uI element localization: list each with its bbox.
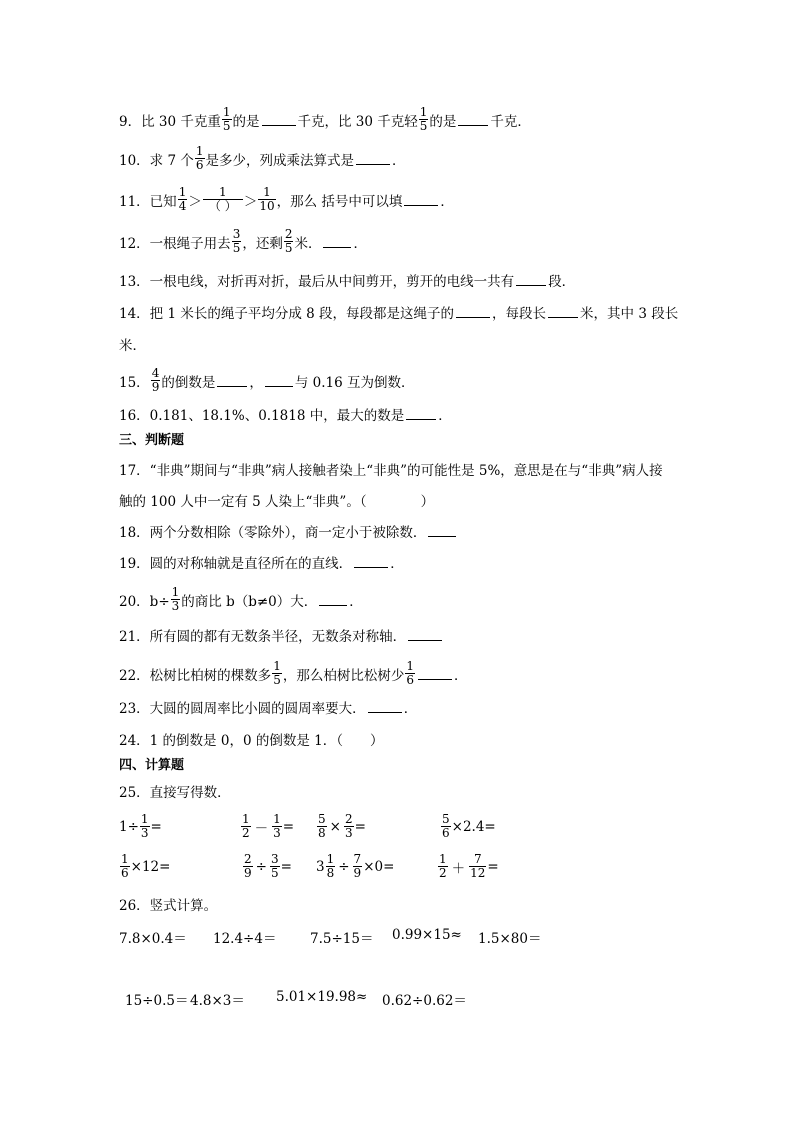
q11-text-b: ，那么 括号中可以填 (276, 193, 403, 210)
q12-fraction-1: $\frac{3}{5}$ (232, 227, 241, 255)
q22-text-b: ，那么柏树比松树少 (282, 667, 405, 684)
q14-text-b: ，每段长 (492, 306, 547, 322)
calc-suffix: = (280, 858, 292, 875)
q14-text-d: 米． (119, 338, 146, 354)
calc-fraction: $\frac{1}{3}$ (140, 812, 149, 840)
q17-text-b[interactable]: 触的 100 人中一定有 5 人染上“非典”。（ ） (119, 494, 435, 510)
question-14-cont (119, 334, 146, 354)
q9-text-d: 的是 (429, 113, 457, 130)
calc-suffix: ×0= (363, 858, 395, 875)
calc-fraction-2: $\frac{2}{3}$ (344, 812, 353, 840)
q11-answer-blank[interactable] (404, 204, 438, 206)
q9-answer-blank-2[interactable] (458, 124, 488, 126)
question-13 (119, 270, 575, 290)
question-18 (119, 521, 458, 541)
question-22 (119, 660, 467, 687)
question-23 (119, 697, 417, 717)
q9-text-e: 千克． (490, 113, 531, 130)
q26-text-a: 26．竖式计算。 (119, 898, 218, 914)
q20-text-c: ． (349, 593, 363, 610)
q16-text-b: ． (438, 408, 452, 424)
calc-fraction-1: $\frac{5}{8}$ (318, 812, 326, 840)
calc-fraction-2: $\frac{1}{3}$ (273, 812, 281, 840)
calc-operator: ÷ (338, 858, 350, 875)
q13-text-b: 段． (548, 274, 576, 290)
q14-answer-blank-1[interactable] (456, 316, 490, 318)
calc-operator: ＋ (451, 860, 466, 877)
q13-answer-blank[interactable] (516, 284, 546, 286)
q12-text-c: 米． (294, 235, 322, 252)
section-title-calculation: 四、计算题 (119, 758, 185, 773)
calc-26-r1-4: 0.99×15≈ (392, 927, 462, 943)
q12-text-d: ． (353, 235, 367, 252)
question-17 (119, 459, 663, 479)
q11-gt-2: ＞ (243, 193, 258, 210)
q11-fraction-1: $\frac{1}{4}$ (178, 185, 187, 213)
q11-fraction-3: $\frac{1}{10}$ (259, 185, 275, 213)
q9-fraction-2: $\frac{1}{5}$ (419, 105, 428, 133)
calc-26-r2-2: 4.8×3＝ (190, 993, 245, 1009)
q14-text-c: 米，其中 3 段长 (580, 306, 679, 322)
q19-answer-blank[interactable] (354, 566, 388, 568)
q11-fraction-2: $\frac{1}{( )}$ (203, 186, 243, 213)
q23-answer-blank[interactable] (368, 711, 402, 713)
q23-text-a: 23．大圆的圆周率比小圆的圆周率要大． (119, 701, 366, 717)
calc-26-r1-2: 12.4÷4＝ (213, 931, 277, 947)
calc-fraction: $\frac{5}{6}$ (442, 812, 450, 840)
calc-operator: × (329, 818, 341, 835)
q11-text-c: ． (440, 193, 454, 210)
calc-fraction-1: $\frac{1}{2}$ (242, 812, 250, 840)
q15-answer-blank-1[interactable] (217, 385, 247, 387)
q20-fraction: $\frac{1}{3}$ (171, 585, 180, 613)
calc-25-r1c3 (316, 813, 366, 840)
q15-text-b: 的倒数是 (161, 374, 216, 391)
q19-text-b: ． (390, 556, 404, 572)
calc-26-r2-3: 5.01×19.98≈ (276, 989, 368, 1005)
calc-25-r1c4 (440, 813, 496, 840)
q12-answer-blank[interactable] (323, 246, 351, 248)
question-14 (119, 302, 678, 322)
q20-text-b: 的商比 b（b≠0）大． (181, 593, 318, 610)
calc-26-r2-4: 0.62÷0.62＝ (382, 993, 467, 1009)
q21-text-a: 21．所有圆的都有无数条半径，无数条对称轴． (119, 629, 407, 645)
q21-answer-blank[interactable] (408, 639, 442, 641)
calc-25-r2c1 (119, 853, 170, 880)
calc-26-r1-3: 7.5÷15＝ (310, 931, 374, 947)
section-title-judgment: 三、判断题 (119, 433, 185, 448)
q12-text-b: ，还剩 (242, 235, 283, 252)
question-24 (119, 729, 383, 749)
calc-operator: － (254, 820, 269, 837)
question-21 (119, 625, 444, 645)
question-15 (119, 367, 414, 394)
q11-gt-1: ＞ (188, 193, 202, 210)
q15-text-d: 与 0.16 互为倒数． (294, 374, 415, 391)
q22-answer-blank[interactable] (418, 678, 452, 680)
q25-text-a: 25．直接写得数． (119, 785, 231, 801)
calc-25-r2c3 (316, 853, 394, 880)
question-19 (119, 552, 404, 572)
q9-text-b: 的是 (232, 113, 260, 130)
q9-answer-blank-1[interactable] (262, 124, 296, 126)
q20-answer-blank[interactable] (319, 604, 347, 606)
calc-fraction-1: $\frac{1}{2}$ (439, 852, 447, 880)
question-16 (119, 404, 452, 424)
calc-whole: 3 (316, 858, 325, 875)
calc-suffix: = (487, 858, 499, 875)
q14-answer-blank-2[interactable] (548, 316, 578, 318)
calc-fraction-2: $\frac{7}{12}$ (470, 852, 486, 880)
calc-25-r1c1 (119, 813, 162, 840)
q9-text-a: 9．比 30 千克重 (119, 113, 221, 130)
question-17-cont (119, 490, 434, 510)
question-25 (119, 781, 231, 801)
question-12 (119, 228, 367, 255)
calc-prefix: 1÷ (119, 818, 139, 835)
q22-fraction-1: $\frac{1}{5}$ (273, 659, 281, 687)
q9-fraction-1: $\frac{1}{5}$ (222, 105, 231, 133)
calc-fraction-1: $\frac{1}{8}$ (326, 852, 335, 880)
question-20 (119, 586, 363, 613)
question-11 (119, 186, 454, 213)
q9-text-c: 千克，比 30 千克轻 (297, 113, 418, 130)
q13-text-a: 13．一根电线，对折再对折，最后从中间剪开，剪开的电线一共有 (119, 274, 515, 290)
q15-answer-blank-2[interactable] (265, 385, 293, 387)
calc-26-r2-1: 15÷0.5＝ (125, 993, 189, 1009)
calc-25-r2c2 (242, 853, 292, 880)
calc-25-r2c4 (437, 853, 499, 880)
q10-text-c: ． (392, 152, 406, 169)
q22-fraction-2: $\frac{1}{6}$ (406, 659, 414, 687)
q22-text-a: 22．松树比柏树的棵数多 (119, 667, 272, 684)
q15-fraction: $\frac{4}{9}$ (151, 366, 160, 394)
calc-26-r1-5: 1.5×80＝ (478, 931, 542, 947)
q11-text-a: 11．已知 (119, 193, 177, 210)
calc-operator: ÷ (255, 858, 267, 875)
calc-fraction-2: $\frac{7}{9}$ (353, 852, 362, 880)
q15-text-a: 15． (119, 374, 150, 391)
calc-26-r1-1: 7.8×0.4＝ (119, 931, 187, 947)
q20-text-a: 20．b÷ (119, 593, 170, 610)
calc-25-r1c2 (240, 813, 294, 840)
q16-answer-blank[interactable] (406, 418, 436, 420)
q18-answer-blank[interactable] (428, 535, 456, 537)
question-9 (119, 106, 531, 133)
question-26 (119, 894, 217, 914)
q19-text-a: 19．圆的对称轴就是直径所在的直线． (119, 556, 353, 572)
calc-suffix: = (150, 818, 162, 835)
q10-answer-blank[interactable] (356, 163, 390, 165)
calc-fraction: $\frac{1}{6}$ (121, 852, 129, 880)
q12-text-a: 12．一根绳子用去 (119, 235, 231, 252)
q24-text-a[interactable]: 24．1 的倒数是 0，0 的倒数是 1．（ ） (119, 733, 384, 749)
q16-text-a: 16．0.181、18.1%、0.1818 中，最大的数是 (119, 408, 405, 424)
calc-suffix: = (354, 818, 366, 835)
q17-text-a: 17．“非典”期间与“非典”病人接触者染上“非典”的可能性是 5%，意思是在与“非典”病人接 (119, 463, 663, 479)
calc-suffix: ×2.4= (451, 818, 496, 835)
question-10 (119, 145, 406, 172)
q10-text-a: 10．求 7 个 (119, 152, 194, 169)
q22-text-c: ． (453, 667, 468, 684)
q10-fraction: $\frac{1}{6}$ (195, 144, 204, 172)
calc-fraction-1: $\frac{2}{9}$ (244, 852, 252, 880)
q15-text-c: ， (249, 374, 263, 391)
calc-suffix: ×12= (130, 858, 171, 875)
q12-fraction-2: $\frac{2}{5}$ (284, 227, 293, 255)
calc-suffix: = (282, 818, 295, 835)
q18-text-a: 18．两个分数相除（零除外），商一定小于被除数． (119, 525, 427, 541)
q10-text-b: 是多少，列成乘法算式是 (205, 152, 354, 169)
calc-fraction-2: $\frac{3}{5}$ (270, 852, 279, 880)
q23-text-b: ． (403, 701, 418, 717)
q14-text-a: 14．把 1 米长的绳子平均分成 8 段，每段都是这绳子的 (119, 306, 455, 322)
